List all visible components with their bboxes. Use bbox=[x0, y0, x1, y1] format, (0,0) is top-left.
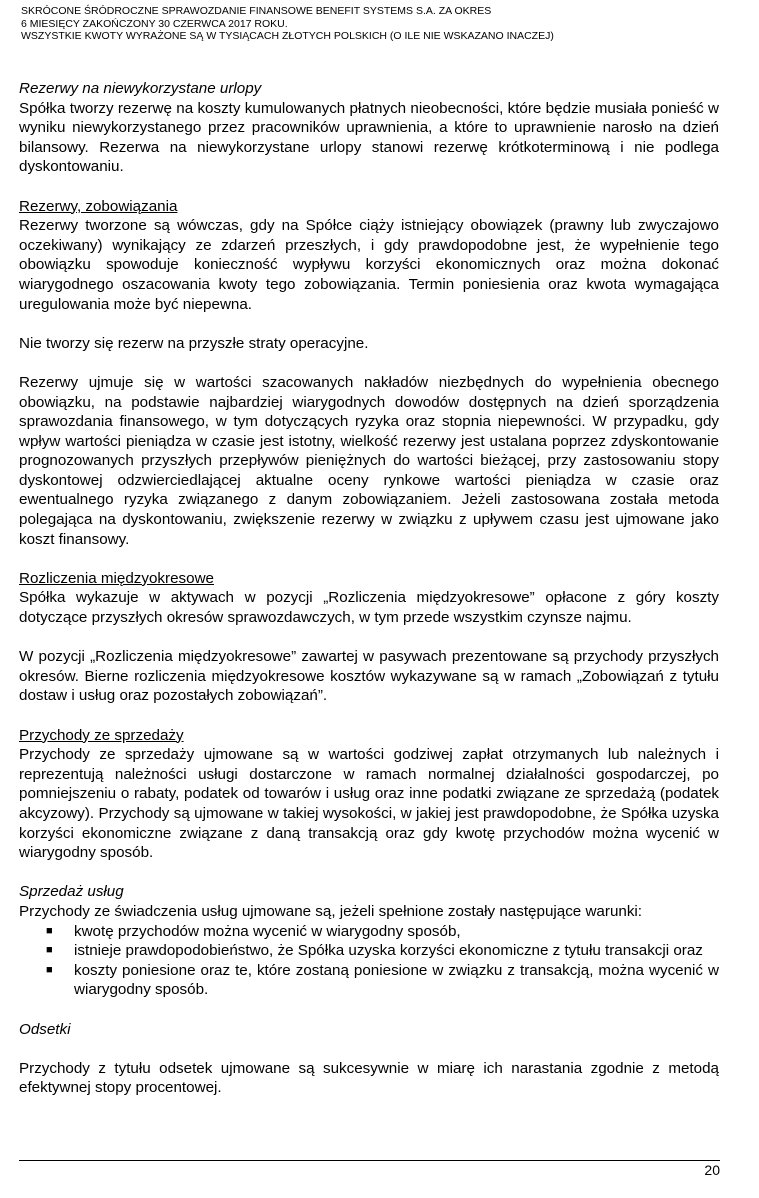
paragraph-odsetki: Przychody z tytułu odsetek ujmowane są sukcesywnie w miarę ich narastania zgodnie z metodą efektywnej stopy procentowej. bbox=[19, 1059, 719, 1097]
section-title-urlopy: Rezerwy na niewykorzystane urlopy bbox=[19, 80, 262, 97]
bullet-icon: ■ bbox=[46, 924, 53, 937]
bullet-icon: ■ bbox=[46, 963, 53, 976]
page-number: 20 bbox=[704, 1162, 720, 1178]
section-title-uslugi: Sprzedaż usług bbox=[19, 883, 124, 901]
list-item bbox=[19, 941, 719, 961]
header-line-3: WSZYSTKIE KWOTY WYRAŻONE SĄ W TYSIĄCACH ZŁOTYCH POLSKICH (O ILE NIE WSKAZANO INACZEJ) bbox=[21, 30, 554, 42]
paragraph-urlopy: Spółka tworzy rezerwę na koszty kumulowanych płatnych nieobecności, które będzie musiała ponieść w wyniku niewykorzystanego przez pracowników uprawnienia, a które to uprawnienie narosło na dzień bilansowy. Rezerwa na niewykorzystane urlopy stanowi rezerwę krótkoterminową i nie podlega dyskontowaniu. bbox=[19, 99, 719, 176]
paragraph-rezerwy-3: Rezerwy ujmuje się w wartości szacowanych nakładów niezbędnych do wypełnienia obecnego obowiązku, na podstawie najbardziej wiarygodnych dowodów dostępnych na dzień sporządzenia sprawozdania finansowego, w tym dotyczących ryzyka oraz stopnia niepewności. W przypadku, gdy wpływ wartości pieniądza w czasie jest istotny, wielkość rezerwy jest ustalana poprzez zdyskontowanie prognozowanych przyszłych przepływów pieniężnych do wartości bieżącej, przy zastosowaniu stopy dyskontowej odzwierciedlającej aktualne oceny rynkowe wartości pieniądza w czasie oraz ewentualnego ryzyka związanego z danym zobowiązaniem. Jeżeli zastosowana została metoda polegająca na dyskontowaniu, zwiększenie rezerwy w związku z upływem czasu jest ujmowane jako koszt finansowy. bbox=[19, 373, 719, 548]
paragraph-przychody: Przychody ze sprzedaży ujmowane są w wartości godziwej zapłat otrzymanych lub należnych i reprezentują należności usługi dostarczone w ramach normalnej działalności gospodarczej, po pomniejszeniu o rabaty, podatek od towarów i usług oraz inne podatki związane ze sprzedażą (podatek akcyzowy). Przychody są ujmowane w takiej wysokości, w jakiej jest prawdopodobne, że Spółka uzyska korzyści ekonomiczne związane z daną transakcją oraz gdy kwotę przychodów można wycenić w wiarygodny sposób. bbox=[19, 746, 719, 862]
list-item-text: koszty poniesione oraz te, które zostaną poniesione w związku z transakcją, można wycenić w wiarygodny sposób. bbox=[74, 961, 719, 999]
paragraph-uslugi-intro: Przychody ze świadczenia usług ujmowane są, jeżeli spełnione zostały następujące warunki: bbox=[19, 902, 643, 920]
section-title-przychody: Przychody ze sprzedaży bbox=[19, 726, 184, 744]
bullet-icon: ■ bbox=[46, 944, 53, 957]
conditions-list bbox=[19, 922, 719, 1000]
list-item bbox=[19, 961, 719, 1000]
list-item-text: kwotę przychodów można wycenić w wiarygodny sposób, bbox=[74, 922, 461, 940]
header-line-2: 6 MIESIĘCY ZAKOŃCZONY 30 CZERWCA 2017 ROKU. bbox=[21, 17, 288, 30]
list-item-text: istnieje prawdopodobieństwo, że Spółka uzyska korzyści ekonomiczne z tytułu transakcji oraz bbox=[74, 942, 703, 960]
footer-divider bbox=[19, 1160, 720, 1161]
document-body bbox=[19, 79, 719, 1098]
section-title-rozliczenia: Rozliczenia międzyokresowe bbox=[19, 569, 214, 587]
paragraph-rozliczenia-2: W pozycji „Rozliczenia międzyokresowe” zawartej w pasywach prezentowane są przychody przyszłych okresów. Bierne rozliczenia międzyokresowe kosztów wykazywane są w ramach „Zobowiązań z tytułu dostaw i usług oraz pozostałych zobowiązań”. bbox=[19, 648, 719, 705]
section-title-odsetki: Odsetki bbox=[19, 1020, 71, 1038]
paragraph-rezerwy-2: Nie tworzy się rezerw na przyszłe straty operacyjne. bbox=[19, 334, 369, 352]
header-line-1: SKRÓCONE ŚRÓDROCZNE SPRAWOZDANIE FINANSOWE BENEFIT SYSTEMS S.A. ZA OKRES bbox=[21, 5, 492, 17]
paragraph-rezerwy-1: Rezerwy tworzone są wówczas, gdy na Spółce ciąży istniejący obowiązek (prawny lub zwyczajowo oczekiwany) wynikający ze zdarzeń przeszłych, i gdy prawdopodobne jest, że wypełnienie tego obowiązku spowoduje konieczność wypływu korzyści ekonomicznych oraz można dokonać wiarygodnego oszacowania kwoty tego zobowiązania. Termin poniesienia oraz kwota wymagająca uregulowania może być niepewna. bbox=[19, 217, 719, 313]
paragraph-rozliczenia-1: Spółka wykazuje w aktywach w pozycji „Rozliczenia międzyokresowe” opłacone z góry koszty dotyczące przyszłych okresów sprawozdawczych, w tym przede wszystkim czynsze najmu. bbox=[19, 589, 719, 627]
page-header bbox=[21, 5, 741, 43]
section-title-rezerwy: Rezerwy, zobowiązania bbox=[19, 197, 178, 215]
list-item bbox=[19, 922, 719, 942]
